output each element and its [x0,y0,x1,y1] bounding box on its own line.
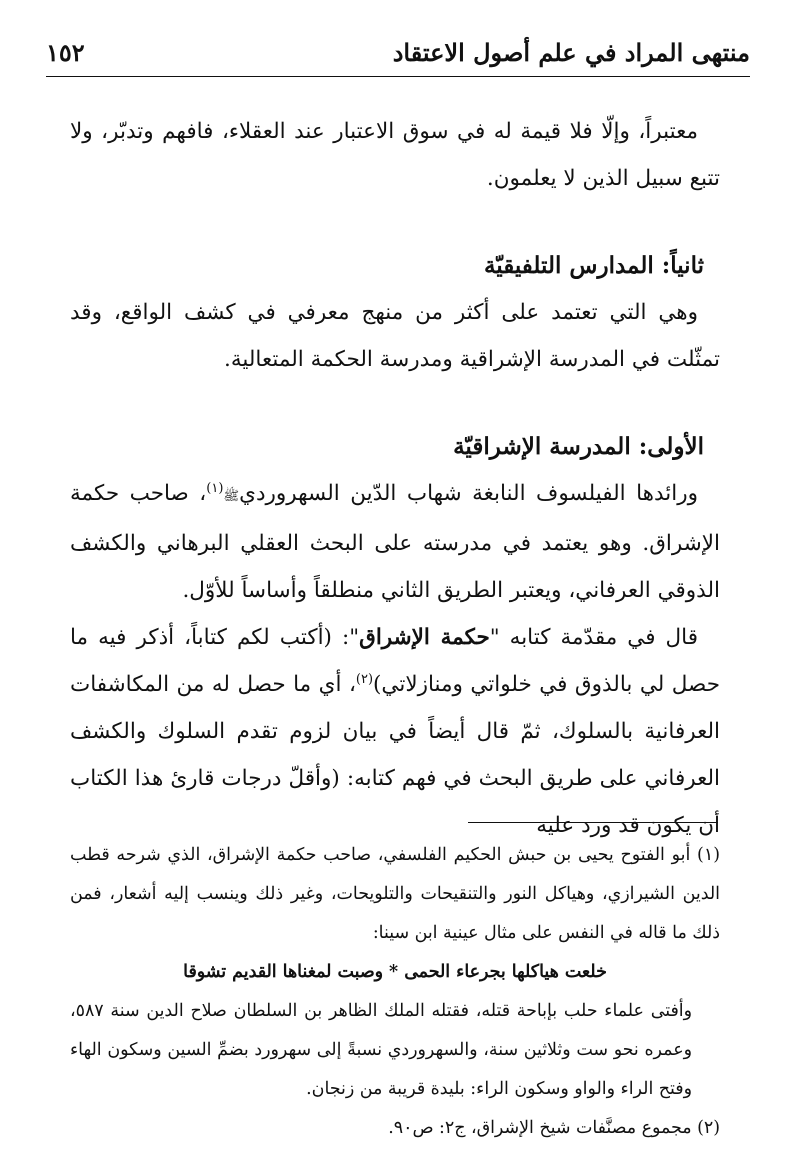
paragraph-1: معتبراً، وإلّا فلا قيمة له في سوق الاعتبار عند العقلاء، فافهم وتدبّر، ولا تتبع سبيل الذين لا يعلمون. [70,119,720,191]
paragraph-4-text-a: قال في مقدّمة كتابه " [489,625,698,650]
footnote-ref-2: (٢) [355,671,374,687]
paragraph-4-text-c: ، أي ما حصل له من المكاشفات العرفانية بالسلوك، ثمّ قال أيضاً في بيان لزوم تقدم السلوك والكشف العرفاني على طريق البحث في فهم كتابه: (وأقلّ درجات قارئ هذا الكتاب أن يكون قد ورد عليه [70,672,720,838]
page-number: ١٥٢ [46,37,85,67]
paragraph-3-text-a: ورائدها الفيلسوف النابغة شهاب الدّين السهروردي [239,481,698,506]
running-title: منتهى المراد في علم أصول الاعتقاد [392,37,750,67]
footnote-2: (٢) مجموع مصنَّفات شيخ الإشراق، ج٢: ص٩٠. [388,1118,720,1138]
paragraph-4-text-b: ": (أكتب لكم كتاباً، أذكر فيه ما حصل لي بالذوق في خلواتي ومنازلاتي) [70,625,720,697]
honorific-symbol: ﷺ [223,489,240,504]
paragraph-4 [70,614,720,849]
paragraph-3-text-b: ، صاحب حكمة الإشراق. وهو يعتمد في مدرسته على البحث العقلي البرهاني والكشف الذوقي العرفاني، ويعتبر الطريق الثاني منطلقاً وأساساً للأوّل. [70,481,720,603]
footnote-divider [468,822,718,823]
section-heading-3: الأولى: المدرسة الإشراقيّة [453,433,704,460]
footnotes [70,836,720,1148]
main-text [70,108,720,849]
footnote-1-verse: خلعت هياكلها بجرعاء الحمى * وصبت لمغناها القديم تشوقا [183,962,607,982]
footnote-1: (١) أبو الفتوح يحيى بن حبش الحكيم الفلسفي، صاحب حكمة الإشراق، الذي شرحه قطب الدين الشيرازي، وهياكل النور والتنقيحات والتلويحات، وغير ذلك وينسب إليه أشعار، فمن ذلك ما قاله في النفس على مثال عينية ابن سينا: [70,845,720,943]
section-heading-2: ثانياً: المدارس التلفيقيّة [483,252,704,279]
book-title: حكمة الإشراق [359,625,490,650]
page-header [46,28,750,77]
footnote-ref-1: (١) [206,480,224,496]
paragraph-2: وهي التي تعتمد على أكثر من منهج معرفي في كشف الواقع، وقد تمثّلت في المدرسة الإشراقية ومدرسة الحكمة المتعالية. [70,300,720,372]
paragraph-3 [70,470,720,614]
footnote-1-continued: وأفتى علماء حلب بإباحة قتله، فقتله الملك الظاهر بن السلطان صلاح الدين سنة ٥٨٧، وعمره نحو ست وثلاثين سنة، والسهروردي نسبةً إلى سهرورد بضمِّ السين وسكون الهاء وفتح الراء والواو وسكون الراء: بليدة قريبة من زنجان. [70,1001,692,1099]
